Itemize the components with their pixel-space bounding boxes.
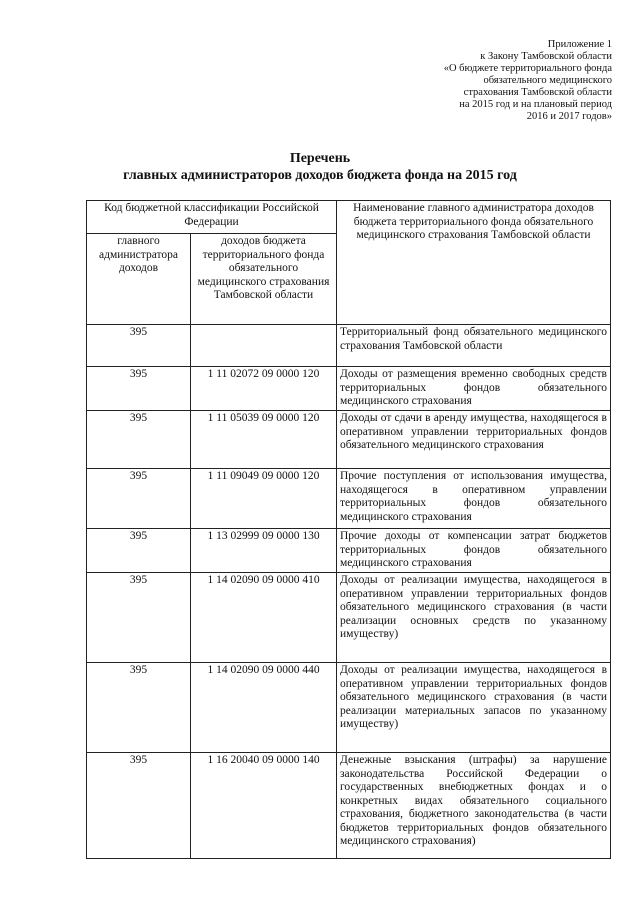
- appendix-line: на 2015 год и на плановый период: [459, 99, 612, 110]
- cell-admin-code: 395: [87, 367, 191, 411]
- cell-admin-code: 395: [87, 325, 191, 367]
- appendix-reference: [352, 39, 612, 123]
- cell-name: Прочие доходы от компенсации затрат бюджетов территориальных фондов обязательного медицинского страхования: [337, 529, 611, 573]
- cell-revenue-code: [191, 325, 337, 367]
- table-row: [87, 325, 611, 367]
- administrators-table: [86, 200, 611, 859]
- cell-name: Доходы от сдачи в аренду имущества, находящегося в оперативном управлении территориальных фондов обязательного медицинского страхования: [337, 411, 611, 469]
- appendix-line: Приложение 1: [547, 39, 612, 50]
- cell-name: Доходы от реализации имущества, находящегося в оперативном управлении территориальных фондов обязательного медицинского страхования (в части реализации основных средств по указанному имуществу): [337, 573, 611, 663]
- cell-admin-code: 395: [87, 753, 191, 859]
- appendix-line: к Закону Тамбовской области: [480, 51, 612, 62]
- cell-admin-code: 395: [87, 529, 191, 573]
- document-title: [0, 150, 640, 184]
- cell-revenue-code: 1 16 20040 09 0000 140: [191, 753, 337, 859]
- title-line-2: главных администраторов доходов бюджета фонда на 2015 год: [123, 168, 517, 183]
- table-row: [87, 663, 611, 753]
- cell-admin-code: 395: [87, 663, 191, 753]
- cell-admin-code: 395: [87, 573, 191, 663]
- cell-name: Денежные взыскания (штрафы) за нарушение законодательства Российской Федерации о государственных внебюджетных фондах и о конкретных видах обязательного социального страхования, бюджетного законодательства (в части бюджетов территориальных фондов обязательного медицинского страхования): [337, 753, 611, 859]
- appendix-line: «О бюджете территориального фонда: [443, 63, 612, 74]
- cell-admin-code: 395: [87, 469, 191, 529]
- header-administrator-name: Наименование главного администратора доходов бюджета территориального фонда обязательного медицинского страхования Тамбовской области: [337, 201, 611, 325]
- cell-name: Доходы от реализации имущества, находящегося в оперативном управлении территориальных фондов обязательного медицинского страхования (в части реализации материальных запасов по указанному имуществу): [337, 663, 611, 753]
- cell-revenue-code: 1 11 05039 09 0000 120: [191, 411, 337, 469]
- cell-name: Доходы от размещения временно свободных средств территориальных фондов обязательного медицинского страхования: [337, 367, 611, 411]
- cell-admin-code: 395: [87, 411, 191, 469]
- cell-revenue-code: 1 11 09049 09 0000 120: [191, 469, 337, 529]
- cell-name: Территориальный фонд обязательного медицинского страхования Тамбовской области: [337, 325, 611, 367]
- table-row: [87, 529, 611, 573]
- title-line-1: Перечень: [289, 151, 351, 166]
- cell-revenue-code: 1 14 02090 09 0000 440: [191, 663, 337, 753]
- appendix-line: страхования Тамбовской области: [463, 87, 612, 98]
- cell-revenue-code: 1 13 02999 09 0000 130: [191, 529, 337, 573]
- table-row: [87, 411, 611, 469]
- header-chief-administrator: главного администратора доходов: [87, 234, 191, 325]
- table-row: [87, 367, 611, 411]
- header-classification-code: Код бюджетной классификации Российской Федерации: [87, 201, 337, 234]
- table-row: [87, 469, 611, 529]
- table-row: [87, 573, 611, 663]
- table-row: [87, 753, 611, 859]
- cell-name: Прочие поступления от использования имущества, находящегося в оперативном управлении территориальных фондов обязательного медицинского страхования: [337, 469, 611, 529]
- header-revenue-code: доходов бюджета территориального фонда обязательного медицинского страхования Тамбовской области: [191, 234, 337, 325]
- appendix-line: обязательного медицинского: [483, 75, 612, 86]
- appendix-line: 2016 и 2017 годов»: [526, 111, 612, 122]
- cell-revenue-code: 1 11 02072 09 0000 120: [191, 367, 337, 411]
- cell-revenue-code: 1 14 02090 09 0000 410: [191, 573, 337, 663]
